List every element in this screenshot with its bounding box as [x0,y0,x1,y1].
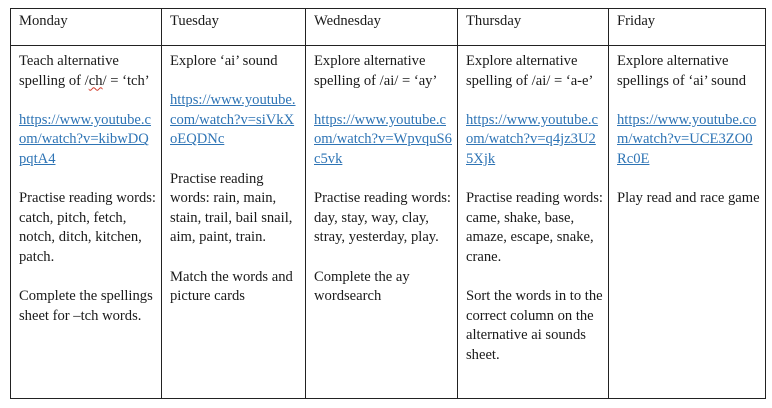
practise-words: Practise reading words: rain, main, stain, trail, bail snail, aim, paint, train. [170,170,293,246]
day-header-thursday: Thursday [458,9,609,46]
weekly-plan-table [10,8,766,399]
lesson-activity: Play read and race game [617,190,760,207]
video-link[interactable]: https://www.youtube.com/watch?v=siVkXoEQDNc [170,92,296,148]
lesson-intro: Explore alternative spellings of ‘ai’ sound [617,53,747,89]
lesson-cell-friday [609,46,766,399]
lesson-activity: Complete the ay wordsearch [314,268,410,305]
practise-words: Practise reading words: came, shake, base, amaze, escape, snake, crane. [466,190,603,265]
lesson-cell-wednesday [306,46,458,399]
practise-words: Practise reading words: day, stay, way, clay, stray, yesterday, play. [314,190,451,246]
lesson-activity: Complete the spellings sheet for –tch words. [19,288,153,324]
lesson-intro [19,52,156,91]
video-link[interactable]: https://www.youtube.com/watch?v=UCE3ZO0Rc0E [617,111,757,167]
lesson-intro: Explore ‘ai’ sound [170,53,278,69]
lesson-intro-start: Teach alternative spelling of / [19,53,119,89]
day-header-monday: Monday [11,9,162,46]
lesson-activity: Match the words and picture cards [170,268,293,305]
lesson-cell-monday [11,46,162,399]
day-header-row [11,9,766,46]
lesson-cell-thursday [458,46,609,399]
lesson-row [11,46,766,399]
video-link[interactable]: https://www.youtube.com/watch?v=WpvquS6c5vk [314,111,452,167]
video-link[interactable]: https://www.youtube.com/watch?v=q4jz3U25Xjk [466,111,599,167]
lesson-intro-end: / = ‘tch’ [102,72,150,89]
practise-words: Practise reading words: catch, pitch, fetch, notch, ditch, kitchen, patch. [19,190,156,265]
day-header-wednesday: Wednesday [306,9,458,46]
lesson-intro: Explore alternative spelling of /ai/ = ‘ay’ [314,53,438,89]
video-link[interactable]: https://www.youtube.com/watch?v=kibwDQpqtA4 [19,111,152,167]
lesson-intro: Explore alternative spelling of /ai/ = ‘a-e’ [466,53,594,89]
lesson-cell-tuesday [162,46,306,399]
day-header-friday: Friday [609,9,766,46]
spellcheck-word: ch [88,72,103,89]
day-header-tuesday: Tuesday [162,9,306,46]
lesson-activity: Sort the words in to the correct column on the alternative ai sounds sheet. [466,288,603,363]
